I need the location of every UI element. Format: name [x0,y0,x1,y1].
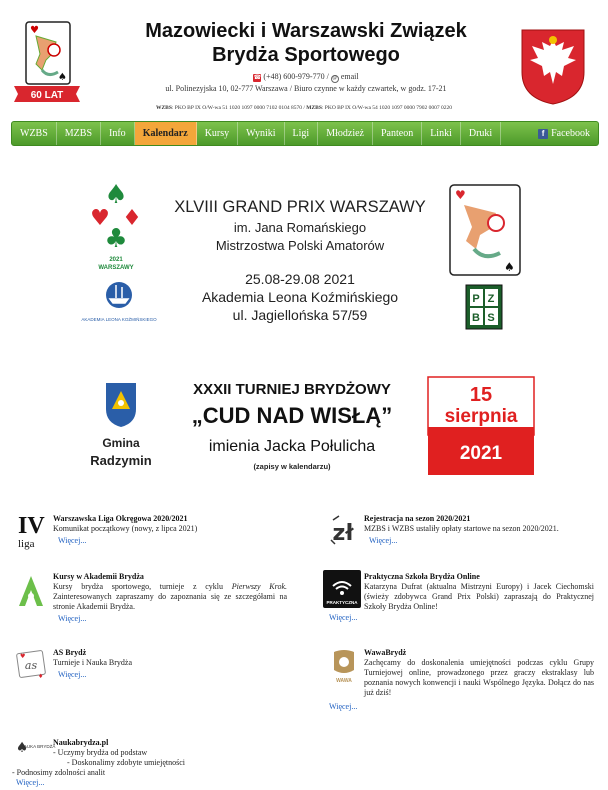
nav-item-wyniki[interactable]: Wyniki [238,122,284,145]
news-title[interactable]: WawaBrydż [364,648,407,657]
news-item [364,514,594,546]
news-line: - Uczymy brydża od podstaw [53,748,148,757]
svg-text:P: P [472,293,480,305]
nav-item-ligi[interactable]: Ligi [285,122,319,145]
svg-text:WAWA: WAWA [336,678,352,684]
cud-note: (zapisy w kalendarzu) [253,462,331,471]
news-item [53,572,287,624]
nav-item-mzbs[interactable]: MZBS [57,122,101,145]
gp-logo-city: WARSZAWY [98,265,134,271]
news-more-link[interactable]: Więcej... [58,536,87,545]
cud-patron: imienia Jacka Połulicha [208,438,376,455]
phone-icon: ☎ [253,75,262,81]
news-title[interactable]: Naukabrydza.pl [53,738,109,747]
facebook-icon: f [538,129,548,139]
news-title[interactable]: Kursy w Akademii Brydża [53,572,144,581]
cud-nad-wisla-banner[interactable] [76,367,534,485]
news-item [53,648,273,680]
svg-text:zł: zł [332,521,354,546]
news-body: Kursy brydża sportowego, turnieje z cyklu Pierwszy Krok. Zainteresowanych zapraszamy do zapoznania się ze szczegółami na stronie Akademii Brydża. [53,582,288,611]
gmina-line2: Radzymin [90,453,152,468]
nav-item-facebook[interactable] [530,122,598,145]
news-title[interactable]: Warszawska Liga Okręgowa 2020/2021 [53,514,188,523]
news-line: - Doskonalimy zdobyte umiejętności [67,758,185,767]
news-body: Komunikat początkowy (nowy, z lipca 2021) [53,524,198,533]
nav-item-linki[interactable]: Linki [422,122,461,145]
site-title-line2: Brydża Sportowego [212,44,400,66]
phone-number[interactable]: (+48) 600-979-770 [263,72,325,81]
email-link[interactable]: email [340,72,359,81]
radzymin-crest [106,383,136,427]
svg-text:♠: ♠ [504,260,515,274]
svg-text:♦: ♦ [122,206,142,231]
wzbs-card-logo [450,185,520,275]
gp-subtitle: Mistrzostwa Polski Amatorów [215,238,385,253]
news-more-link[interactable]: Więcej... [329,613,358,622]
academy-course-icon[interactable] [17,574,45,608]
gp-street: ul. Jagiellońska 57/59 [232,307,368,323]
news-title[interactable]: Rejestracja na sezon 2020/2021 [364,514,471,523]
nav-item-wzbs[interactable]: WZBS [12,122,57,145]
svg-text:♥: ♥ [30,25,39,36]
news-line: - Podnosimy zdolności analit [12,768,106,777]
news-title[interactable]: AS Brydż [53,648,87,657]
grand-prix-logo [90,180,142,271]
gp-logo-year: 2021 [109,257,123,263]
wawabrydz-icon[interactable] [330,648,358,688]
gp-patron: im. Jana Romańskiego [233,220,367,235]
practical-school-icon[interactable] [323,570,361,608]
news-item [364,648,594,698]
facebook-label: Facebook [551,128,590,139]
svg-text:♥: ♥ [455,188,466,202]
svg-text:B: B [472,312,480,324]
news-body: Katarzyna Dufrat (aktualna Mistrzyni Europy) i Jacek Ciechomski (świeży zdobywca Grand Prix Polski) zapraszają do Praktycznej Szkoły Brydża Online! [364,582,594,611]
site-header [0,0,608,120]
bank-accounts: WZBS: PKO BP IX O/W-wa 51 1020 1097 0000 7102 0104 8570 / MZBS: PKO BP IX O/W-wa 54 1020 1097 0000 7902 0007 0220 [155,105,453,111]
academy-logo [81,282,157,322]
nav-item-druki[interactable]: Druki [461,122,501,145]
svg-text:♣: ♣ [104,224,128,254]
svg-text:♥: ♥ [20,653,26,660]
news-more-link[interactable]: Więcej... [58,614,87,623]
address-line: ul. Polinezyjska 10, 02-777 Warszawa / Biuro czynne w każdy czwartek, w godz. 17-21 [165,84,447,93]
news-more-link[interactable]: Więcej... [16,778,45,787]
news-item [53,738,293,768]
svg-text:Z: Z [487,293,495,305]
grand-prix-banner[interactable] [81,175,534,335]
academy-label: AKADEMIA LEONA KOŹMIŃSKIEGO [81,317,157,322]
as-brydz-icon[interactable] [14,648,48,680]
svg-text:PRAKTYCZNA: PRAKTYCZNA [326,600,358,605]
gp-venue: Akademia Leona Koźmińskiego [201,289,399,305]
date-day: 15 [469,384,493,406]
svg-text:NAUKA BRYDŻA: NAUKA BRYDŻA [20,744,56,749]
news-item [364,572,594,612]
svg-text:♠: ♠ [104,180,128,210]
news-more-link[interactable]: Więcej... [329,702,358,711]
nav-item-panteon[interactable]: Panteon [373,122,422,145]
date-year: 2021 [459,443,503,464]
nav-item-kursy[interactable]: Kursy [197,122,238,145]
svg-text:♠: ♠ [15,740,29,756]
main-nav [11,121,599,146]
contact-line: ☎ (+48) 600-979-770 / @ email [253,72,359,81]
registration-icon[interactable] [329,514,357,548]
news-more-link[interactable]: Więcej... [369,536,398,545]
news-body: MZBS i WZBS ustaliły opłaty startowe na sezon 2020/2021. [364,524,559,533]
date-month: sierpnia [444,406,518,427]
svg-text:♠: ♠ [58,72,67,83]
gmina-line1: Gmina [102,436,140,450]
email-icon: @ [332,76,338,81]
gp-title: XLVIII GRAND PRIX WARSZAWY [174,198,426,216]
cud-name: „CUD NAD WISŁĄ” [191,403,393,428]
mazowsze-eagle-logo [518,26,588,106]
nav-item-info[interactable]: Info [101,122,135,145]
svg-text:as: as [24,659,38,672]
svg-text:♥: ♥ [90,206,110,231]
svg-text:♦: ♦ [38,673,44,680]
news-more-link[interactable]: Więcej... [58,670,87,679]
date-box [428,377,534,475]
svg-text:S: S [487,312,495,324]
pzbs-logo [466,285,502,329]
nav-item-kalendarz[interactable]: Kalendarz [135,122,197,145]
league-icon[interactable]: IV liga [18,513,45,550]
news-title[interactable]: Praktyczna Szkoła Brydża Online [364,572,480,581]
news-body: Turnieje i Nauka Brydża [53,658,133,667]
news-item [53,514,273,546]
association-logo[interactable] [12,20,82,108]
nav-item-mlodziez[interactable]: Młodzież [318,122,373,145]
logo-60-lat: 60 LAT [30,90,64,101]
cud-title: XXXII TURNIEJ BRYDŻOWY [193,381,391,398]
naukabrydza-icon[interactable] [14,736,56,760]
site-title-line1: Mazowiecki i Warszawski Związek [145,20,467,42]
news-body: Zachęcamy do doskonalenia umiejętności podczas cyklu Grupy Turniejowej online, prowadzonego przez graczy ekstraklasy lub poznania nowych konwencji i nauki Wspólnego Języka. Dołącz do nas już dziś! [364,658,594,697]
gp-dates: 25.08-29.08 2021 [245,271,355,287]
